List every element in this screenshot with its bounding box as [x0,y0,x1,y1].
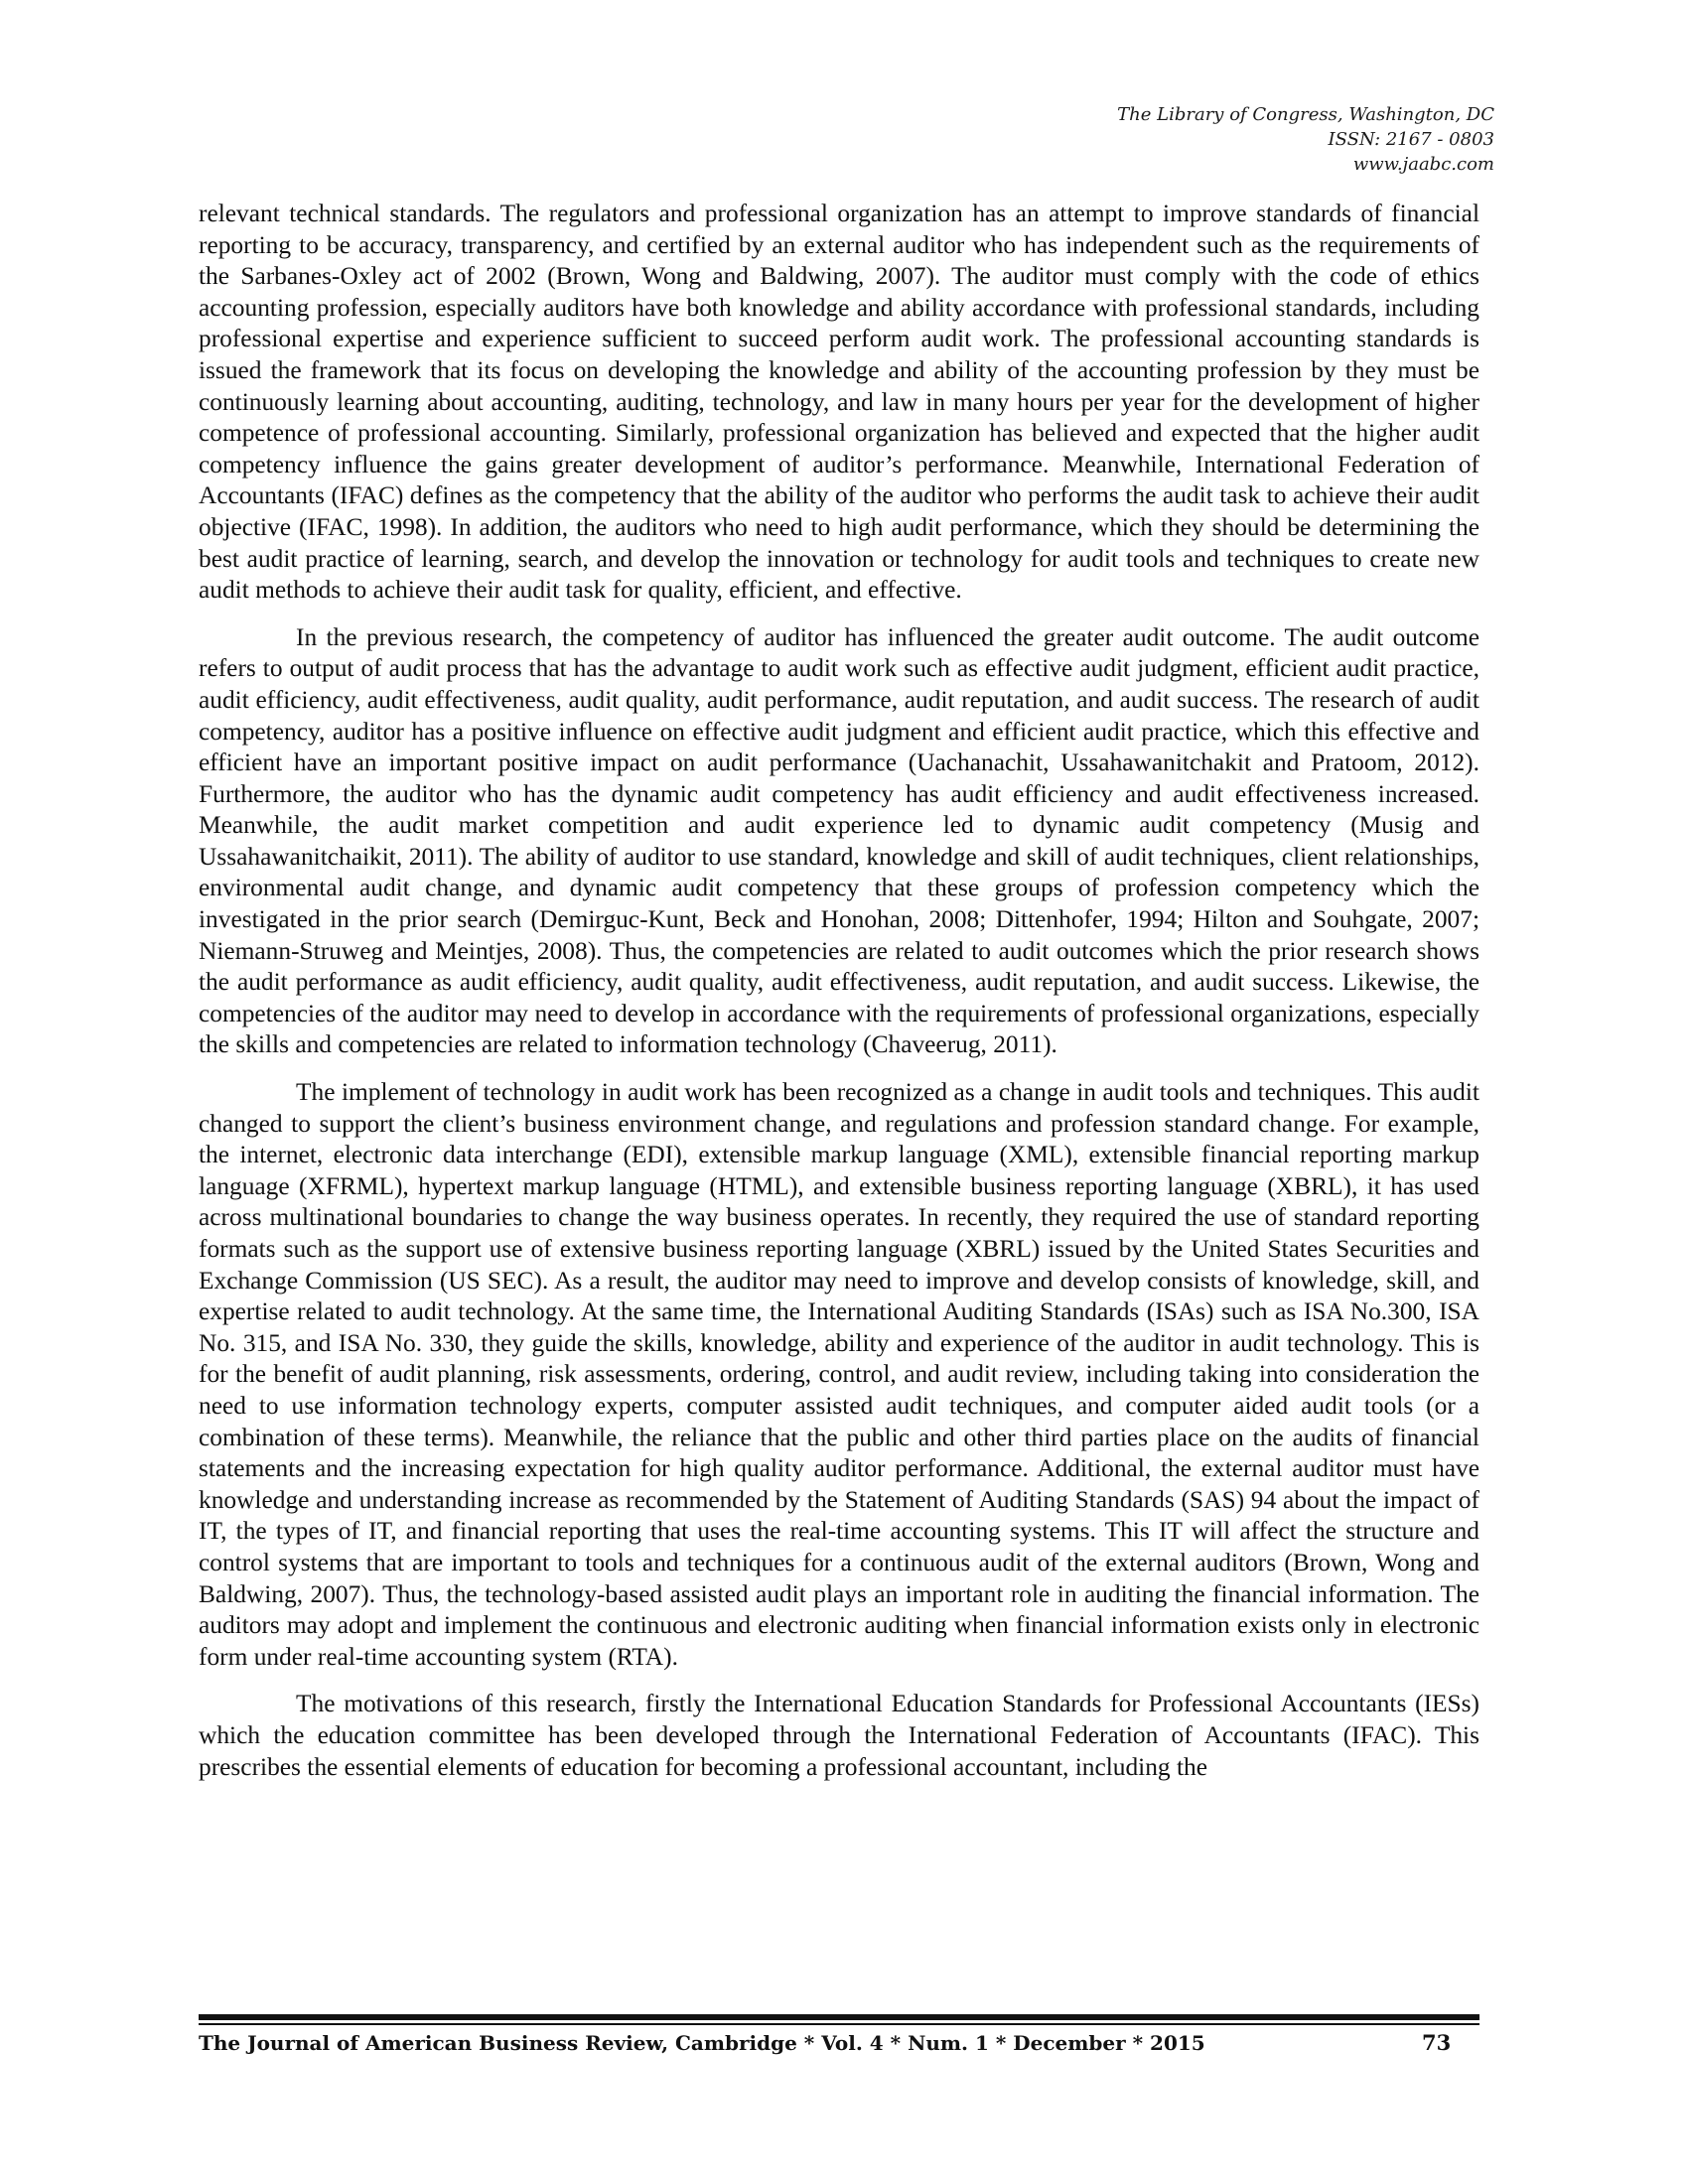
page-number: 73 [1422,2030,1452,2055]
header-website: www.jaabc.com [1352,154,1494,175]
running-header [1117,102,1494,177]
footer-rule-thick [199,2014,1479,2020]
paragraph: The implement of technology in audit work has been recognized as a change in audit tools and techniques. This audit changed to support the client’s business environment change, and regulations and profession standard change. For example, the internet, electronic data interchange (EDI), extensible markup language (XML), extensible financial reporting markup language (XFRML), hypertext markup language (HTML), and extensible business reporting language (XBRL), it has used across multinational boundaries to change the way business operates. In recently, they required the use of standard reporting formats such as the support use of extensive business reporting language (XBRL) issued by the United States Securities and Exchange Commission (US SEC). As a result, the auditor may need to improve and develop consists of knowledge, skill, and expertise related to audit technology. At the same time, the International Auditing Standards (ISAs) such as ISA No.300, ISA No. 315, and ISA No. 330, they guide the skills, knowledge, ability and experience of the auditor in audit technology. This is for the benefit of audit planning, risk assessments, ordering, control, and audit review, including taking into consideration the need to use information technology experts, computer assisted audit techniques, and computer aided audit tools (or a combination of these terms). Meanwhile, the reliance that the public and other third parties place on the audits of financial statements and the increasing expectation for high quality auditor performance. Additional, the external auditor must have knowledge and understanding increase as recommended by the Statement of Auditing Standards (SAS) 94 about the impact of IT, the types of IT, and financial reporting that uses the real-time accounting systems. This IT will affect the structure and control systems that are important to tools and techniques for a continuous audit of the external auditors (Brown, Wong and Baldwing, 2007). Thus, the technology-based assisted audit plays an important role in auditing the financial information. The auditors may adopt and implement the continuous and electronic auditing when financial information exists only in electronic form under real-time accounting system (RTA). [199,1078,1479,1671]
paragraph: In the previous research, the competency of auditor has influenced the greater audit outcome. The audit outcome refers to output of audit process that has the advantage to audit work such as effective audit judgment, efficient audit practice, audit efficiency, audit effectiveness, audit quality, audit performance, audit reputation, and audit success. The research of audit competency, auditor has a positive influence on effective audit judgment and efficient audit practice, which this effective and efficient have an important positive impact on audit performance (Uachanachit, Ussahawanitchakit and Pratoom, 2012). Furthermore, the auditor who has the dynamic audit competency has audit efficiency and audit effectiveness increased. Meanwhile, the audit market competition and audit experience led to dynamic audit competency (Musig and Ussahawanitchaikit, 2011). The ability of auditor to use standard, knowledge and skill of audit techniques, client relationships, environmental audit change, and dynamic audit competency that these groups of profession competency which the investigated in the prior search (Demirguc-Kunt, Beck and Honohan, 2008; Dittenhofer, 1994; Hilton and Souhgate, 2007; Niemann-Struweg and Meintjes, 2008). Thus, the competencies are related to audit outcomes which the prior research shows the audit performance as audit efficiency, audit quality, audit effectiveness, audit reputation, and audit success. Likewise, the competencies of the auditor may need to develop in accordance with the requirements of professional organizations, especially the skills and competencies are related to information technology (Chaveerug, 2011). [199,622,1479,1059]
paragraph-continued: relevant technical standards. The regulators and professional organization has an attempt to improve standards of financial reporting to be accuracy, transparency, and certified by an external auditor who has independent such as the requirements of the Sarbanes-Oxley act of 2002 (Brown, Wong and Baldwing, 2007). The auditor must comply with the code of ethics accounting profession, especially auditors have both knowledge and ability accordance with professional standards, including professional expertise and experience sufficient to succeed perform audit work. The professional accounting standards is issued the framework that its focus on developing the knowledge and ability of the accounting profession by they must be continuously learning about accounting, auditing, technology, and law in many hours per year for the development of higher competence of professional accounting. Similarly, professional organization has believed and expected that the higher audit competency influence the gains greater development of auditor’s performance. Meanwhile, International Federation of Accountants (IFAC) defines as the competency that the ability of the auditor who performs the audit task to achieve their audit objective (IFAC, 1998). In addition, the auditors who need to high audit performance, which they should be determining the best audit practice of learning, search, and develop the innovation or technology for audit tools and techniques to create new audit methods to achieve their audit task for quality, efficient, and effective. [199,200,1479,605]
footer-rule-thin [199,2023,1479,2025]
paragraph: The motivations of this research, firstly the International Education Standards for Professional Accountants (IESs) which the education committee has been developed through the International Federation of Accountants (IFAC). This prescribes the essential elements of education for becoming a professional accountant, including the [199,1690,1479,1781]
article-body [199,199,1479,1799]
journal-citation: The Journal of American Business Review, Cambridge * Vol. 4 * Num. 1 * December * 2015 [199,2031,1205,2055]
header-library: The Library of Congress, Washington, DC [1117,104,1494,125]
header-issn: ISSN: 2167 - 0803 [1328,129,1494,150]
